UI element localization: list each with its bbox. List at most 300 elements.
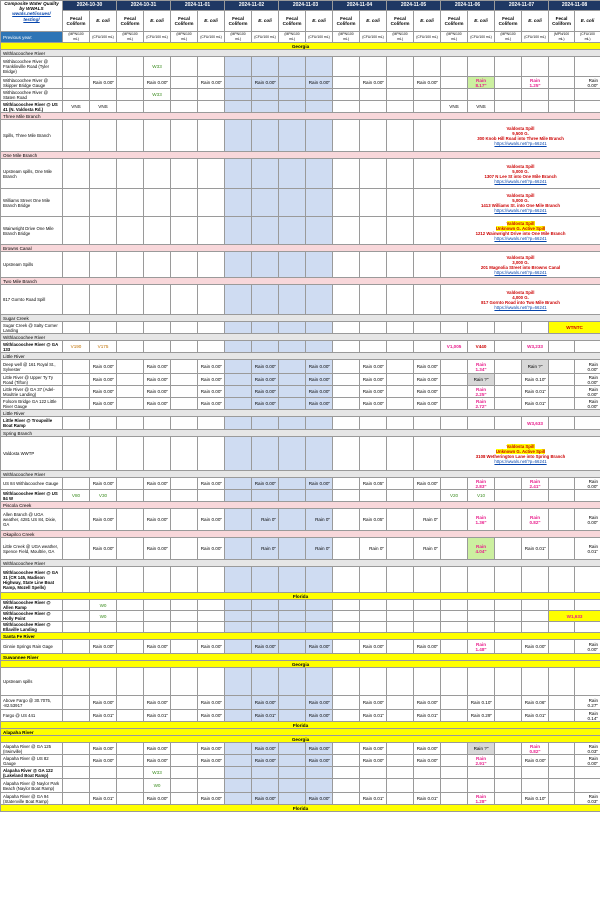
cell-value: Rain 0.82" <box>529 514 541 525</box>
spill-link[interactable]: https://wwals.net/?p=66241 <box>494 179 547 185</box>
table-cell <box>306 779 333 793</box>
table-cell <box>63 120 90 152</box>
table-cell <box>306 89 333 101</box>
table-cell <box>333 322 360 334</box>
table-cell: Rain 0.00" <box>198 77 225 89</box>
table-cell <box>279 437 306 471</box>
table-cell <box>198 611 225 622</box>
table-cell <box>225 217 252 245</box>
cell-value: Valdosta Spill <box>506 220 535 226</box>
table-cell <box>279 360 306 374</box>
table-cell: Rain 0.00" <box>306 793 333 805</box>
table-cell <box>198 285 225 315</box>
table-cell <box>225 622 252 633</box>
table-cell <box>252 567 279 593</box>
table-cell: Rain 0.01" <box>522 538 549 560</box>
table-cell: Rain 0.00" <box>90 696 117 710</box>
cell-value: Rain 8.17" <box>475 77 487 88</box>
table-cell <box>414 120 441 152</box>
table-cell <box>117 189 144 217</box>
table-cell: Florida <box>1 722 600 729</box>
table-cell <box>279 696 306 710</box>
table-cell <box>441 710 468 722</box>
table-row <box>1 120 600 152</box>
date-header-row <box>1 1 600 11</box>
table-cell <box>63 217 90 245</box>
spill-notice <box>441 120 600 152</box>
previous-year-link[interactable]: Previous year: <box>1 32 63 43</box>
table-cell <box>198 767 225 779</box>
table-cell <box>198 567 225 593</box>
spill-notice <box>441 437 600 471</box>
table-cell <box>549 640 575 654</box>
table-cell <box>333 696 360 710</box>
table-cell <box>495 490 522 502</box>
table-cell: Sugar Creek <box>1 315 600 322</box>
table-cell <box>306 767 333 779</box>
table-cell <box>549 360 575 374</box>
cell-value: Valdosta Spill <box>506 125 535 131</box>
table-cell <box>495 57 522 77</box>
cell-value: 3108 Wetherington Lane into Spring Branch <box>475 453 566 459</box>
cell-value: Rain 1.34" <box>475 361 487 372</box>
table-cell: Rain 0.00" <box>90 743 117 755</box>
table-cell: Rain 0.00" <box>144 360 171 374</box>
table-cell: Browns Canal <box>1 245 600 252</box>
table-cell <box>549 567 575 593</box>
table-cell <box>171 341 198 353</box>
table-cell: Little River @ GA 37 (Adel-Moultrie Landing) <box>1 386 63 398</box>
table-cell: Rain 0.00" <box>360 386 387 398</box>
fecal-header: Fecal Coliform <box>333 11 360 32</box>
table-cell: Rain 0.01" <box>360 710 387 722</box>
table-cell: Rain 0.05" <box>360 478 387 490</box>
table-cell <box>468 322 495 334</box>
table-cell: VNS <box>468 101 495 113</box>
table-cell <box>279 159 306 189</box>
table-cell <box>333 538 360 560</box>
table-cell <box>414 779 441 793</box>
table-cell: (CFU/100 mL) <box>252 32 279 43</box>
table-cell <box>360 779 387 793</box>
table-cell <box>522 490 549 502</box>
table-cell <box>333 252 360 278</box>
table-cell <box>360 437 387 471</box>
table-cell: Rain 0.29" <box>468 710 495 722</box>
table-cell <box>252 668 279 696</box>
table-row <box>1 374 600 386</box>
table-cell <box>360 341 387 353</box>
table-cell <box>63 509 90 531</box>
table-cell <box>279 640 306 654</box>
table-cell: Little Creek @ UGA weather, Spence Field, Moultrie, GA <box>1 538 63 560</box>
table-cell <box>495 89 522 101</box>
table-cell: Rain 0.00" <box>306 755 333 767</box>
table-cell <box>198 159 225 189</box>
table-cell <box>414 285 441 315</box>
table-cell <box>171 437 198 471</box>
spill-link[interactable]: https://wwals.net/?p=66241 <box>494 141 547 147</box>
table-cell <box>63 285 90 315</box>
table-cell: Rain 0.10" <box>468 696 495 710</box>
table-cell <box>171 285 198 315</box>
spill-link[interactable]: https://wwals.net/?p=66241 <box>494 236 547 242</box>
table-cell <box>198 600 225 611</box>
table-cell <box>360 490 387 502</box>
table-cell: Spring Branch <box>1 430 600 437</box>
table-cell <box>549 611 600 622</box>
table-cell <box>414 767 441 779</box>
table-cell <box>306 217 333 245</box>
table-cell: Rain 0.00" <box>90 509 117 531</box>
table-cell <box>306 341 333 353</box>
section-spring <box>1 430 600 437</box>
table-cell <box>468 567 495 593</box>
table-cell <box>495 374 522 386</box>
cell-value: 817 Gornto Road into Two Mile Branch <box>481 299 560 305</box>
table-cell <box>117 600 144 611</box>
table-cell <box>468 77 495 89</box>
table-cell: Rain 0.00" <box>144 696 171 710</box>
table-row <box>1 622 600 633</box>
spill-link[interactable]: https://wwals.net/?p=66241 <box>494 270 547 276</box>
table-cell: Rain 0.00" <box>144 640 171 654</box>
table-cell <box>198 622 225 633</box>
table-cell: Rain 0.00" <box>252 386 279 398</box>
table-cell <box>171 159 198 189</box>
table-cell <box>468 417 495 430</box>
table-cell: Rain 0.00" <box>198 755 225 767</box>
table-cell <box>117 217 144 245</box>
table-cell <box>144 567 171 593</box>
table-cell <box>279 386 306 398</box>
table-cell <box>90 159 117 189</box>
table-cell <box>117 538 144 560</box>
table-cell <box>225 77 252 89</box>
table-cell: Rain 0.00" <box>575 755 600 767</box>
table-cell <box>279 252 306 278</box>
table-cell <box>252 779 279 793</box>
table-cell <box>90 611 117 622</box>
table-cell <box>575 101 600 113</box>
table-cell <box>575 779 600 793</box>
cell-value: V30 <box>98 493 108 499</box>
table-row <box>1 710 600 722</box>
table-cell: Rain 0.00" <box>414 398 441 410</box>
ecoli-header: E. coli <box>360 11 387 32</box>
table-cell: Little River <box>1 410 600 417</box>
table-cell <box>63 77 90 89</box>
table-cell: Wainwright Drive One Mile Branch Bridge <box>1 217 63 245</box>
table-cell: Rain 0.00" <box>144 755 171 767</box>
table-cell: Rain 0.00" <box>575 640 600 654</box>
table-cell <box>225 252 252 278</box>
table-cell <box>198 101 225 113</box>
table-cell <box>414 322 441 334</box>
table-cell: Withlacoochee River @ GA 133 <box>1 341 63 353</box>
table-cell <box>495 668 522 696</box>
table-cell <box>225 600 252 611</box>
table-cell <box>522 478 549 490</box>
table-cell: Rain 0.00" <box>522 755 549 767</box>
fecal-header: Fecal Coliform <box>117 11 144 32</box>
table-row <box>1 600 600 611</box>
table-cell <box>252 600 279 611</box>
cell-value: Rain 2.83" <box>475 478 487 489</box>
table-cell <box>306 490 333 502</box>
table-cell: Rain 0.00" <box>90 374 117 386</box>
table-cell: Rain 0.00" <box>90 755 117 767</box>
table-cell: Rain 0" <box>360 538 387 560</box>
table-cell <box>63 743 90 755</box>
cell-value: W33 <box>152 64 162 70</box>
table-cell <box>117 696 144 710</box>
table-cell <box>549 622 575 633</box>
table-row <box>1 89 600 101</box>
table-cell <box>117 159 144 189</box>
table-cell <box>63 755 90 767</box>
table-cell: Rain 0.00" <box>414 386 441 398</box>
table-cell: Folsom Bridge GA 122 Little River Gauge <box>1 398 63 410</box>
table-cell <box>117 57 144 77</box>
table-cell <box>144 120 171 152</box>
table-cell <box>90 57 117 77</box>
table-cell <box>279 189 306 217</box>
cell-value: Valdosta Spill <box>506 443 535 449</box>
table-cell: Withlacoochee River <box>1 471 600 478</box>
table-cell <box>117 374 144 386</box>
table-cell <box>63 640 90 654</box>
table-cell: Rain 0.00" <box>414 77 441 89</box>
table-cell <box>144 622 171 633</box>
table-cell: Rain 0.00" <box>198 793 225 805</box>
table-cell: Rain 0.00" <box>144 743 171 755</box>
table-cell <box>575 417 600 430</box>
table-cell: Sugar Creek @ Salty Corner Landing <box>1 322 63 334</box>
table-cell <box>495 538 522 560</box>
table-cell <box>90 189 117 217</box>
table-cell: VNS <box>90 101 117 113</box>
date-header: 2024-10-31 <box>117 1 171 11</box>
table-cell <box>549 668 575 696</box>
table-cell <box>117 779 144 793</box>
table-cell: Rain 0.00" <box>575 386 600 398</box>
table-row <box>1 779 600 793</box>
table-cell <box>414 189 441 217</box>
table-cell: Rain 0.00" <box>360 755 387 767</box>
cell-value: 1307 N Lee St into One Mile Branch <box>484 173 557 179</box>
table-cell <box>279 57 306 77</box>
table-cell: Withlacoochee River @ Ellaville Landing <box>1 622 63 633</box>
table-cell <box>495 478 522 490</box>
cell-value: 4,000 G. <box>512 294 529 300</box>
table-cell <box>279 668 306 696</box>
spill-link[interactable]: https://wwals.net/?p=66241 <box>494 305 547 311</box>
table-cell <box>549 398 575 410</box>
table-cell <box>171 120 198 152</box>
table-cell <box>387 755 414 767</box>
table-cell: Alapaha River <box>1 729 600 736</box>
table-cell: Rain 0.00" <box>198 743 225 755</box>
table-cell <box>333 101 360 113</box>
table-cell: Withlacoochee River <box>1 334 600 341</box>
table-cell <box>495 417 522 430</box>
cell-value: V175 <box>97 344 109 350</box>
table-cell <box>360 159 387 189</box>
fecal-header: Fecal Coliform <box>387 11 414 32</box>
table-row <box>1 159 600 189</box>
table-cell <box>198 252 225 278</box>
table-cell <box>117 89 144 101</box>
table-cell <box>63 417 90 430</box>
table-cell: Rain 0.00" <box>360 374 387 386</box>
table-cell <box>495 509 522 531</box>
table-cell <box>171 217 198 245</box>
table-cell: Rain ?" <box>468 743 495 755</box>
table-cell: Williams Street One Mile Branch Bridge <box>1 189 63 217</box>
table-cell: Rain 0.00" <box>360 743 387 755</box>
date-header: 2024-11-01 <box>171 1 225 11</box>
table-cell: Rain 0.00" <box>306 478 333 490</box>
table-cell <box>387 640 414 654</box>
table-cell: Rain 0.00" <box>252 374 279 386</box>
table-cell: Rain 0.00" <box>198 398 225 410</box>
table-cell <box>549 386 575 398</box>
table-cell: Rain 0.00" <box>144 478 171 490</box>
table-cell <box>522 600 549 611</box>
section-sugar <box>1 315 600 322</box>
table-cell <box>171 252 198 278</box>
table-cell <box>387 767 414 779</box>
table-cell <box>171 89 198 101</box>
table-cell <box>63 437 90 471</box>
table-cell <box>333 120 360 152</box>
table-cell: Rain 0.00" <box>144 386 171 398</box>
table-cell <box>360 767 387 779</box>
table-cell <box>441 386 468 398</box>
table-cell: Rain 0.00" <box>306 710 333 722</box>
table-cell <box>171 767 198 779</box>
table-cell <box>279 567 306 593</box>
table-cell: (MPN/100 mL) <box>279 32 306 43</box>
table-cell <box>252 341 279 353</box>
table-cell <box>333 611 360 622</box>
table-cell <box>333 767 360 779</box>
table-cell <box>387 217 414 245</box>
cell-value: W33 <box>152 92 162 98</box>
table-row <box>1 478 600 490</box>
section-withlacoochee <box>1 471 600 478</box>
table-cell <box>225 640 252 654</box>
section-okapilco <box>1 531 600 538</box>
spill-link[interactable]: https://wwals.net/?p=66241 <box>494 459 547 465</box>
table-cell <box>279 285 306 315</box>
table-cell <box>387 417 414 430</box>
table-cell: Rain 0.00" <box>252 640 279 654</box>
table-cell: Upstream Spills <box>1 252 63 278</box>
table-cell: Rain 0" <box>414 538 441 560</box>
table-row <box>1 696 600 710</box>
table-cell <box>117 341 144 353</box>
table-cell: (MPN/100 mL) <box>333 32 360 43</box>
table-cell: Rain 0.00" <box>252 360 279 374</box>
table-cell <box>63 767 90 779</box>
table-cell <box>360 622 387 633</box>
table-cell <box>279 767 306 779</box>
cell-value: Rain 0.82" <box>529 743 541 754</box>
table-cell <box>117 77 144 89</box>
table-cell <box>495 77 522 89</box>
table-cell <box>252 490 279 502</box>
table-cell <box>198 417 225 430</box>
table-cell <box>90 217 117 245</box>
table-cell: (CFU/100 mL) <box>198 32 225 43</box>
table-cell <box>198 189 225 217</box>
table-cell: Rain 0.01" <box>144 710 171 722</box>
table-cell <box>414 622 441 633</box>
cell-value: wwals.net/issues/ <box>12 11 51 17</box>
table-cell: Rain 0.00" <box>414 478 441 490</box>
table-cell <box>117 743 144 755</box>
table-cell <box>63 398 90 410</box>
table-cell <box>306 101 333 113</box>
table-cell <box>225 611 252 622</box>
table-cell <box>171 417 198 430</box>
table-cell <box>279 779 306 793</box>
table-cell <box>549 538 575 560</box>
spill-notice <box>441 285 600 315</box>
table-cell: Rain 0.00" <box>360 360 387 374</box>
table-cell <box>387 779 414 793</box>
table-cell: (CFU/100 mL) <box>575 32 600 43</box>
cell-value: Rain 1.36" <box>475 514 487 525</box>
table-cell <box>171 360 198 374</box>
spill-link[interactable]: https://wwals.net/?p=66241 <box>494 208 547 214</box>
cell-value: W0 <box>99 613 107 619</box>
table-cell: Rain 0.00" <box>522 640 549 654</box>
table-cell <box>306 189 333 217</box>
testing-link[interactable] <box>12 11 51 21</box>
table-cell <box>333 77 360 89</box>
cell-value: W0 <box>153 783 161 789</box>
table-cell: Rain 0.01" <box>522 386 549 398</box>
section-two-mile <box>1 278 600 285</box>
table-cell <box>306 611 333 622</box>
table-cell <box>333 386 360 398</box>
table-cell: (CFU/100 mL) <box>144 32 171 43</box>
table-cell <box>63 341 90 353</box>
table-cell: Rain 0.00" <box>360 640 387 654</box>
measure-header-row <box>1 11 600 32</box>
table-cell <box>279 120 306 152</box>
table-cell <box>144 322 171 334</box>
table-cell <box>333 710 360 722</box>
table-cell: Rain 0.00" <box>306 360 333 374</box>
table-cell <box>117 437 144 471</box>
table-cell <box>495 743 522 755</box>
cell-value: 1212 Wainwright Drive into One Mile Branch <box>475 230 566 236</box>
table-cell <box>495 622 522 633</box>
table-cell <box>306 417 333 430</box>
table-cell <box>522 101 549 113</box>
table-cell <box>117 490 144 502</box>
cell-value: Rain 2.41" <box>529 478 541 489</box>
table-cell <box>414 600 441 611</box>
table-cell: Rain 0.03" <box>575 793 600 805</box>
table-cell <box>468 341 495 353</box>
table-cell: Rain 0.00" <box>414 360 441 374</box>
table-cell <box>252 217 279 245</box>
